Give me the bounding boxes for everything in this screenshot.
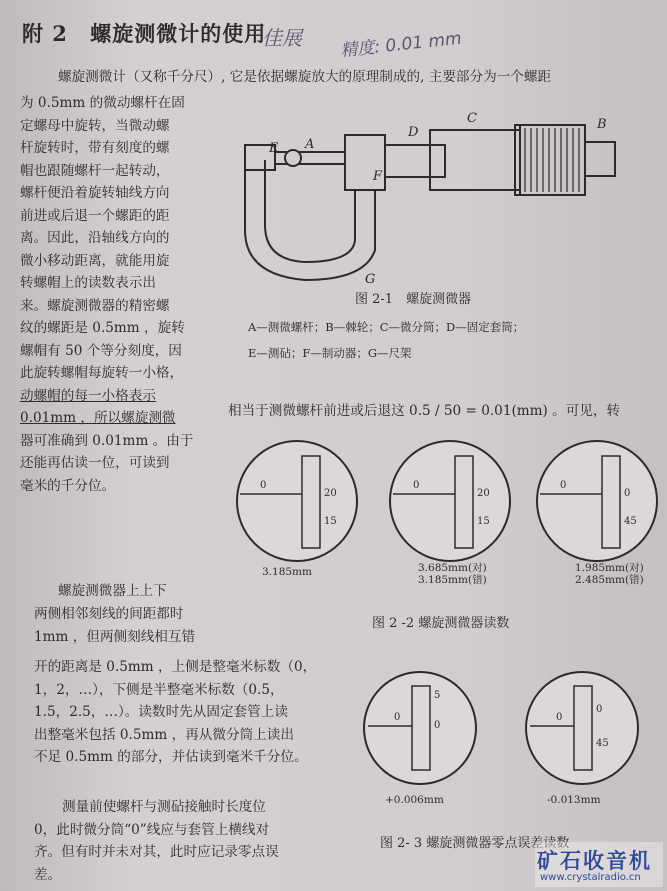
svg-text:0: 0	[394, 712, 401, 723]
text-line: 毫米的千分位。	[20, 477, 116, 494]
text-line: 1mm ，但两侧刻线相互错	[34, 628, 196, 645]
text-line: 1，2，…），下侧是半整毫米标数（0.5，	[34, 681, 284, 698]
text-line: 定螺母中旋转，当微动螺	[20, 117, 170, 134]
svg-text:20: 20	[324, 488, 337, 499]
label-f: F	[373, 169, 383, 184]
text-line: 不足 0.5mm 的部分，并估读到毫米千分位。	[34, 749, 308, 765]
svg-text:15: 15	[324, 516, 337, 527]
frame-inner	[265, 160, 355, 262]
text-line: 此旋转螺帽每旋转一小格，	[20, 365, 184, 381]
reading-dial-1	[232, 436, 362, 566]
reading-dial-3	[532, 436, 662, 566]
text-line: 杆旋转时，带有刻度的螺	[20, 140, 170, 156]
section-heading	[22, 18, 266, 48]
text-line: 为 0.5mm 的微动螺杆在固	[20, 95, 185, 111]
dial-2-reading-correct: 3.685mm(对)	[418, 562, 487, 574]
text-line: 出整毫米包括 0.5mm ，再从微分筒上读出	[34, 726, 294, 743]
zero-error-dial-1	[360, 668, 480, 788]
dial-3-reading-correct: 1.985mm(对)	[575, 562, 644, 574]
handwritten-note: 佳展	[262, 26, 302, 50]
left-column-text	[20, 92, 218, 497]
label-b: B	[597, 117, 607, 132]
paragraph-four	[34, 796, 374, 886]
svg-text:15: 15	[477, 516, 490, 527]
figure-2-1-legend-2: E—测砧；F—制动器；G—尺架	[248, 346, 412, 360]
text-line: 开的距离是 0.5mm ，上侧是整毫米标数（0，	[34, 659, 317, 675]
zero-error-1-reading: +0.006mm	[385, 794, 444, 806]
dial-1-reading: 3.185mm	[262, 566, 312, 578]
text-line: 还能再估读一位，可读到	[20, 455, 170, 471]
text-line: 两侧相邻刻线的间距都时	[34, 606, 184, 622]
text-line: 0，此时微分筒“0”线应与套管上横线对	[34, 821, 270, 838]
wide-text-line: 相当于测微螺杆前进或后退这 0.5 / 50 = 0.01(mm) 。可见，转	[228, 403, 621, 419]
text-line: 螺杆便沿着旋转轴线方向	[20, 185, 170, 201]
text-line: 螺旋测微器上上下	[58, 583, 167, 599]
figure-2-3-caption: 图 2- 3 螺旋测微器零点误差读数	[380, 836, 570, 851]
text-line: 1.5，2.5，…）。读数时先从固定套管上读	[34, 704, 288, 720]
zero-error-2-reading: -0.013mm	[547, 794, 601, 806]
text-line: 离。因此，沿轴线方向的	[20, 230, 170, 246]
text-line-underlined: 动螺帽的每一小格表示	[20, 387, 156, 404]
micrometer-figure	[225, 100, 645, 300]
text-line: 纹的螺距是 0.5mm ，旋转	[20, 320, 185, 336]
label-a: A	[305, 137, 315, 152]
zero-error-dial-2	[522, 668, 642, 788]
paragraph-three	[34, 656, 374, 769]
figure-2-2-caption: 图 2 -2 螺旋测微器读数	[372, 616, 510, 631]
svg-text:0: 0	[260, 480, 267, 491]
watermark-url: www.crystalradio.cn	[540, 872, 641, 883]
text-line: 器可准确到 0.01mm 。由于	[20, 432, 194, 449]
figure-2-1-caption: 图 2-1 螺旋测微器	[355, 292, 472, 307]
text-line: 来。螺旋测微器的精密螺	[20, 297, 170, 314]
text-line: 测量前使螺杆与测砧接触时长度位	[62, 799, 266, 815]
reading-dial-2	[385, 436, 515, 566]
section-title: 螺旋测微计的使用	[90, 21, 267, 46]
text-line: 齐。但有时并未对其，此时应记录零点误	[34, 844, 279, 860]
svg-text:0: 0	[556, 712, 563, 723]
label-g: G	[365, 272, 376, 287]
svg-text:0: 0	[596, 704, 603, 715]
label-e: E	[269, 141, 279, 156]
svg-text:45: 45	[596, 738, 609, 749]
dial-3-reading-wrong: 2.485mm(错)	[575, 574, 644, 586]
text-line: 差。	[34, 866, 62, 883]
watermark-logo-text: 矿石收音机	[537, 849, 652, 873]
paragraph-two-cont	[34, 603, 254, 648]
dial-2-reading-wrong: 3.185mm(错)	[418, 574, 487, 586]
figure-2-1-legend-1: A—测微螺杆；B—棘轮；C—微分筒；D—固定套筒；	[248, 320, 525, 334]
text-line-underlined: 0.01mm ，所以螺旋测微	[20, 410, 176, 426]
svg-text:45: 45	[624, 516, 637, 527]
svg-text:0: 0	[434, 720, 441, 731]
label-d: D	[408, 125, 419, 140]
text-line: 帽也跟随螺杆一起转动，	[20, 162, 170, 179]
handwritten-precision-note: 精度: 0.01 mm	[339, 28, 463, 62]
svg-text:5: 5	[434, 690, 441, 701]
text-line: 前进或后退一个螺距的距	[20, 207, 170, 224]
paragraph-two	[58, 580, 258, 603]
text-line: 微小移动距离，就能用旋	[20, 252, 170, 269]
svg-text:0: 0	[413, 480, 420, 491]
svg-text:0: 0	[560, 480, 567, 491]
label-c: C	[467, 111, 477, 126]
section-number: 附 2	[22, 21, 68, 46]
intro-line: 螺旋测微计（又称千分尺）, 它是依据螺旋放大的原理制成的, 主要部分为一个螺距	[58, 69, 552, 85]
svg-text:0: 0	[624, 488, 631, 499]
text-line: 螺帽有 50 个等分刻度，因	[20, 342, 182, 359]
svg-text:20: 20	[477, 488, 490, 499]
text-line: 转螺帽上的读数表示出	[20, 275, 156, 291]
